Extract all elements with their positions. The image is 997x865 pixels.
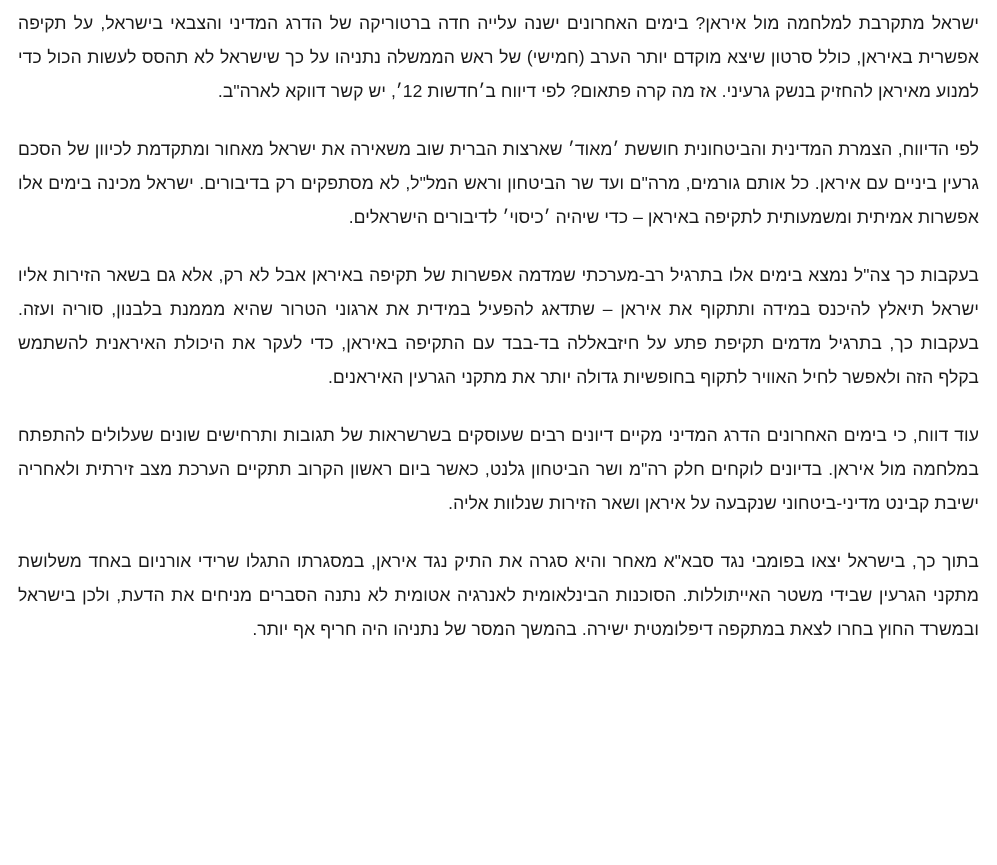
article-paragraph: בתוך כך, בישראל יצאו בפומבי נגד סבא"א מאחר והיא סגרה את התיק נגד איראן, במסגרתו התגלו שרידי אורניום באחד משלושת מתקני הגרעין שבידי משטר האייתוללות. הסוכנות הבינלאומית לאנרגיה אטומית לא נתנה הסברים מניחים את הדעת, ולכן בישראל ובמשרד החוץ בחרו לצאת במתקפה דיפלומטית ישירה. בהמשך המסר של נתניהו היה חריף אף יותר. bbox=[18, 551, 979, 639]
article-paragraph: ישראל מתקרבת למלחמה מול איראן? בימים האחרונים ישנה עלייה חדה ברטוריקה של הדרג המדיני והצבאי בישראל, על תקיפה אפשרית באיראן, כולל סרטון שיצא מוקדם יותר הערב (חמישי) של ראש הממשלה נתניהו על כך שישראל לא תהסס לעשות הכול כדי למנוע מאיראן להחזיק בנשק גרעיני. אז מה קרה פתאום? לפי דיווח ב׳חדשות 12׳, יש קשר דווקא לארה"ב. bbox=[18, 13, 979, 101]
article-paragraph: עוד דווח, כי בימים האחרונים הדרג המדיני מקיים דיונים רבים שעוסקים בשרשראות של תגובות ותרחישים שונים שעלולים להתפתח במלחמה מול איראן. בדיונים לוקחים חלק רה"מ ושר הביטחון גלנט, כאשר ביום ראשון הקרוב תתקיים הערכת מצב זירתית ולאחריה ישיבת קבינט מדיני-ביטחוני שנקבעה על איראן ושאר הזירות שנלוות אליה. bbox=[18, 425, 979, 513]
article-paragraph: לפי הדיווח, הצמרת המדינית והביטחונית חוששת ׳מאוד׳ שארצות הברית שוב משאירה את ישראל מאחור ומתקדמת לכיוון של הסכם גרעין ביניים עם איראן. כל אותם גורמים, מרה"ם ועד שר הביטחון וראש המל"ל, לא מסתפקים רק בדיבורים. ישראל מכינה בימים אלו אפשרות אמיתית ומשמעותית לתקיפה באיראן – כדי שיהיה ׳כיסוי׳ לדיבורים הישראלים. bbox=[18, 139, 979, 227]
article-paragraph: בעקבות כך צה"ל נמצא בימים אלו בתרגיל רב-מערכתי שמדמה אפשרות של תקיפה באיראן אבל לא רק, אלא גם בשאר הזירות אליו ישראל תיאלץ להיכנס במידה ותתקוף את איראן – שתדאג להפעיל במידית את ארגוני הטרור שהיא מממנת בלבנון, סוריה ועזה. בעקבות כך, בתרגיל מדמים תקיפת פתע על חיזבאללה בד-בבד עם התקיפה באיראן, כדי לעקר את היכולת האיראנית להשתמש בקלף הזה ולאפשר לחיל האוויר לתקוף בחופשיות גדולה יותר את מתקני הגרעין האיראנים. bbox=[18, 265, 979, 387]
